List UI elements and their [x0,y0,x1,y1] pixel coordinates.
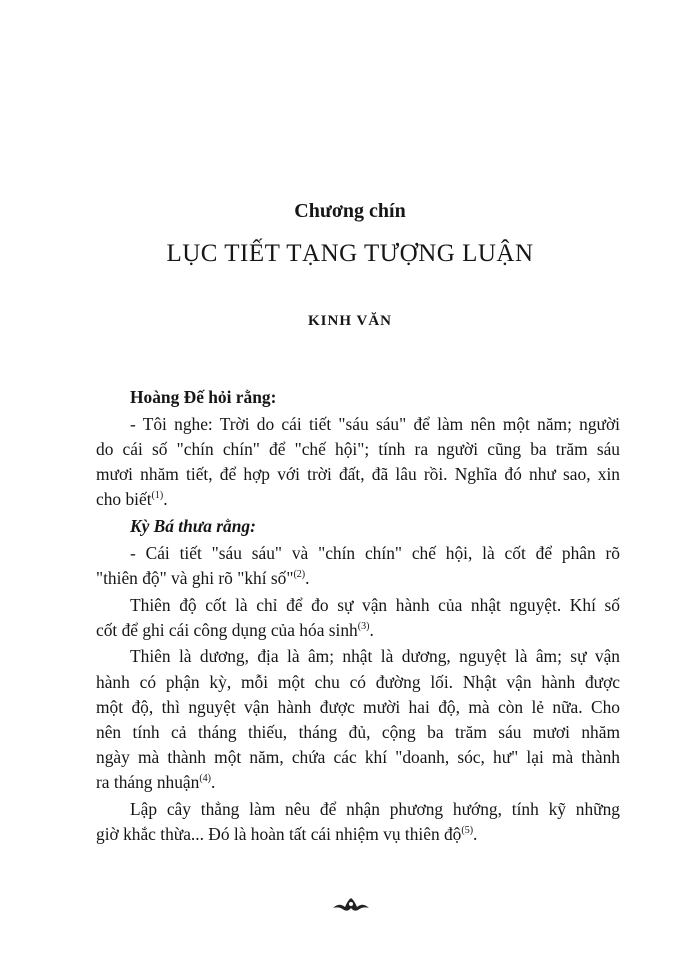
line-text: Thiên độ cốt là chỉ để đo sự vận hành của nhật nguyệt. Khí số [130,594,620,615]
chapter-label: Chương chín [294,200,406,222]
line-punctuation: . [473,824,478,845]
speaker-heading [96,514,620,539]
section-heading: KINH VĂN [308,313,392,329]
text-line [96,822,620,847]
line-text: Lập cây thẳng làm nêu để nhận phương hướng, tính kỹ những [130,799,620,819]
body-text [96,385,620,849]
line-text: cho biết [96,489,152,510]
line-punctuation: . [305,567,310,588]
paragraph [96,541,620,591]
chapter-title: LỤC TIẾT TẠNG TƯỢNG LUẬN [166,240,534,267]
text-line [96,670,620,695]
line-text: - Cái tiết "sáu sáu" và "chín chín" chế hội, là cốt để phân rõ [130,542,620,563]
text-line [96,695,620,720]
line-text: do cái số "chín chín" để "chế hội"; tính ra người cũng ba trăm sáu [96,438,620,459]
footnote-marker: (5) [461,825,474,837]
line-text: giờ khắc thừa... Đó là hoàn tất cái nhiệm vụ thiên độ [96,824,462,845]
line-text: một độ, thì nguyệt vận hành được mười hai độ, mà còn lẻ nữa. Cho [96,696,620,717]
line-punctuation: . [211,772,216,793]
line-text: "thiên độ" và ghi rõ "khí số" [96,567,294,588]
paragraph [96,412,620,513]
paragraph [96,644,620,795]
line-text: cốt để ghi cái công dụng của hóa sinh [96,619,358,640]
paragraph [96,797,620,847]
text-line [96,797,620,822]
text-line [96,618,620,643]
text-line [96,412,620,437]
text-line [96,720,620,745]
line-text: Hoàng Đế hỏi rằng: [130,387,277,407]
line-punctuation: . [369,619,374,640]
ornament-icon [331,896,371,914]
text-line [96,487,620,512]
text-line [96,385,620,410]
text-line [96,644,620,669]
footnote-marker: (2) [293,568,306,580]
footnote-marker: (1) [151,490,164,502]
line-punctuation: . [163,489,168,510]
footnote-marker: (4) [199,773,212,785]
line-text: mươi nhăm tiết, để hợp với trời đất, đã lâu rồi. Nghĩa đó như sao, xin [96,464,620,485]
line-text: nên tính cả tháng thiếu, tháng đủ, cộng ba trăm sáu mươi nhăm [96,721,620,742]
text-line [96,770,620,795]
text-line [96,437,620,462]
line-text: ngày mà thành một năm, chứa các khí "doanh, sóc, hư" lại mà thành [96,747,620,768]
text-line [96,566,620,591]
paragraph-gap [96,847,620,849]
paragraph [96,593,620,643]
speaker-heading [96,385,620,410]
text-line [96,541,620,566]
text-line [96,514,620,539]
line-text: - Tôi nghe: Trời do cái tiết "sáu sáu" để làm nên một năm; người [130,413,620,434]
line-text: hành có phận kỳ, mỗi một chu có đường lối. Nhật vận hành được [96,671,620,692]
text-line [96,462,620,487]
line-text: ra tháng nhuận [96,772,200,793]
footnote-marker: (3) [357,620,370,632]
text-line [96,593,620,618]
line-text: Kỳ Bá thưa rằng: [130,515,256,536]
line-text: Thiên là dương, địa là âm; nhật là dương, nguyệt là âm; sự vận [130,646,620,667]
text-line [96,745,620,770]
